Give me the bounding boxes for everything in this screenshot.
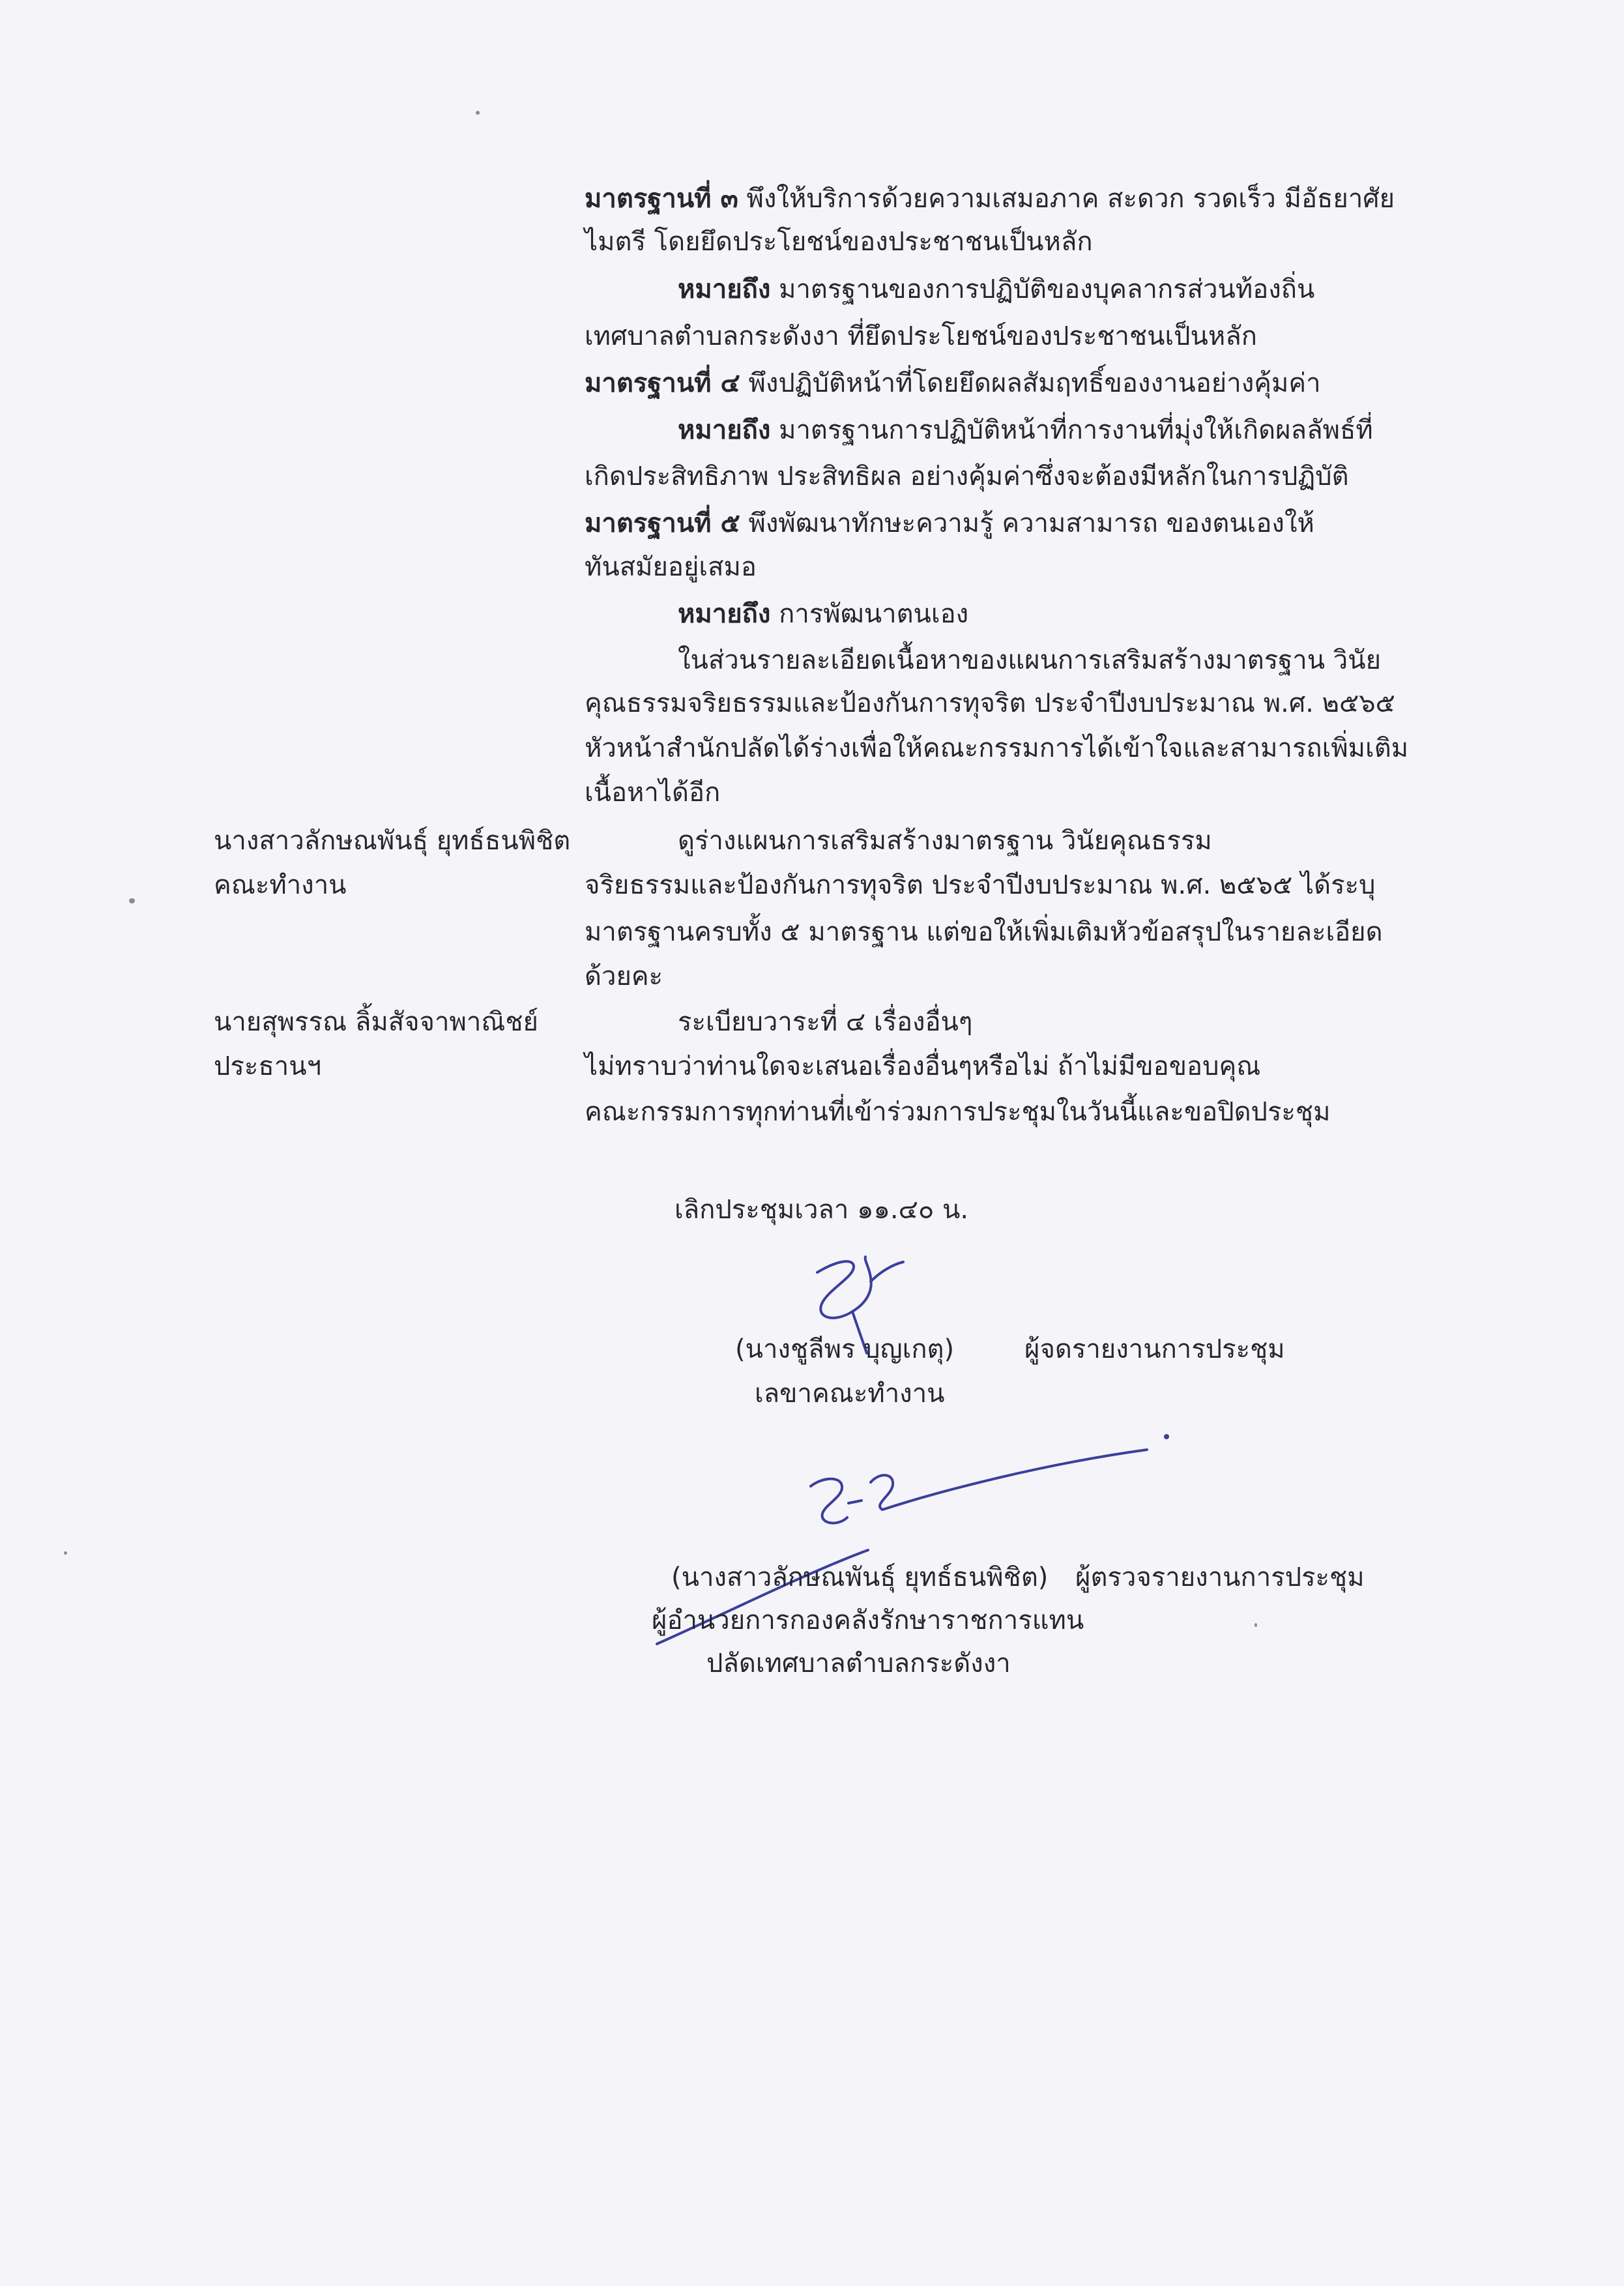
standard-5-line [585,505,1314,542]
scan-speck [64,1551,67,1555]
standard-4-label: มาตรฐานที่ ๔ [585,368,740,398]
meaning-3-line [678,271,1314,308]
standard-3-text: พึงให้บริการด้วยความเสมอภาค สะดวก รวดเร็ว มีอัธยาศัย [738,184,1395,214]
checker-title-1: ผู้อำนวยการกองคลังรักษาราชการแทน [652,1605,1084,1635]
standard-3-label: มาตรฐานที่ ๓ [585,184,738,214]
speech-line: คณะกรรมการทุกท่านที่เข้าร่วมการประชุมในวันนี้และขอปิดประชุม [585,1097,1331,1127]
speech-line: ระเบียบวาระที่ ๔ เรื่องอื่นๆ [678,1007,973,1037]
scan-speck [1254,1623,1257,1627]
speech-line: จริยธรรมและป้องกันการทุจริต ประจำปีงบประมาณ พ.ศ. ๒๕๖๕ ได้ระบุ [585,870,1376,900]
speech-line: ไม่ทราบว่าท่านใดจะเสนอเรื่องอื่นๆหรือไม่ ถ้าไม่มีขอขอบคุณ [585,1051,1261,1081]
recorder-role: ผู้จดรายงานการประชุม [1024,1334,1285,1364]
standard-5-label: มาตรฐานที่ ๕ [585,508,740,538]
meaning-4-line [678,412,1373,448]
meaning-4-text: มาตรฐานการปฏิบัติหน้าที่การงานที่มุ่งให้เกิดผลลัพธ์ที่ [770,415,1373,445]
speaker-name: นายสุพรรณ ลิ้มสัจจาพาณิชย์ [214,1007,538,1037]
meeting-end-time: เลิกประชุมเวลา ๑๑.๔๐ น. [674,1195,969,1225]
checker-title-2: ปลัดเทศบาลตำบลกระดังงา [706,1649,1011,1678]
speaker-name: นางสาวลักษณพันธุ์ ยุทธ์ธนพิชิต [214,826,571,856]
speech-line: ดูร่างแผนการเสริมสร้างมาตรฐาน วินัยคุณธรรม [678,826,1212,856]
meaning-3-label: หมายถึง [678,274,771,304]
standard-4-line [585,365,1321,402]
standard-4-text: พึงปฏิบัติหน้าที่โดยยึดผลสัมฤทธิ์ของงานอย่างคุ้มค่า [740,368,1321,398]
scan-speck [129,898,135,903]
recorder-name: (นางชูลีพร บุญเกตุ) [735,1334,955,1364]
speaker-role: คณะทำงาน [214,870,347,900]
standard-3-text-cont: ไมตรี โดยยึดประโยชน์ของประชาชนเป็นหลัก [585,227,1093,257]
detail-line-3: หัวหน้าสำนักปลัดได้ร่างเพื่อให้คณะกรรมการได้เข้าใจและสามารถเพิ่มเติม [585,733,1409,763]
standard-5-text-cont: ทันสมัยอยู่เสมอ [585,552,757,582]
meaning-3-text: มาตรฐานของการปฏิบัติของบุคลากรส่วนท้องถิ่น [770,274,1315,304]
standard-3-line [585,181,1395,217]
meaning-5-text: การพัฒนาตนเอง [770,599,969,629]
meaning-5-line [678,596,968,632]
detail-line-2: คุณธรรมจริยธรรมและป้องกันการทุจริต ประจำปีงบประมาณ พ.ศ. ๒๕๖๕ [585,688,1395,718]
meaning-4-label: หมายถึง [678,415,771,445]
meaning-4-text-cont: เกิดประสิทธิภาพ ประสิทธิผล อย่างคุ้มค่าซึ่งจะต้องมีหลักในการปฏิบัติ [585,462,1349,491]
scan-speck [476,111,480,115]
meaning-3-text-cont: เทศบาลตำบลกระดังงา ที่ยึดประโยชน์ของประชาชนเป็นหลัก [585,321,1257,351]
detail-line-1: ในส่วนรายละเอียดเนื้อหาของแผนการเสริมสร้างมาตรฐาน วินัย [678,645,1382,675]
detail-line-4: เนื้อหาได้อีก [585,778,721,808]
meaning-5-label: หมายถึง [678,599,771,629]
checker-role: ผู้ตรวจรายงานการประชุม [1075,1562,1365,1592]
checker-name: (นางสาวลักษณพันธุ์ ยุทธ์ธนพิชิต) [671,1562,1049,1592]
recorder-title: เลขาคณะทำงาน [755,1379,945,1409]
speaker-role: ประธานฯ [214,1051,322,1081]
standard-5-text: พึงพัฒนาทักษะความรู้ ความสามารถ ของตนเองให้ [740,508,1314,538]
speech-line: มาตรฐานครบทั้ง ๕ มาตรฐาน แต่ขอให้เพิ่มเติมหัวข้อสรุปในรายละเอียด [585,917,1383,947]
speech-line: ด้วยคะ [585,961,663,991]
